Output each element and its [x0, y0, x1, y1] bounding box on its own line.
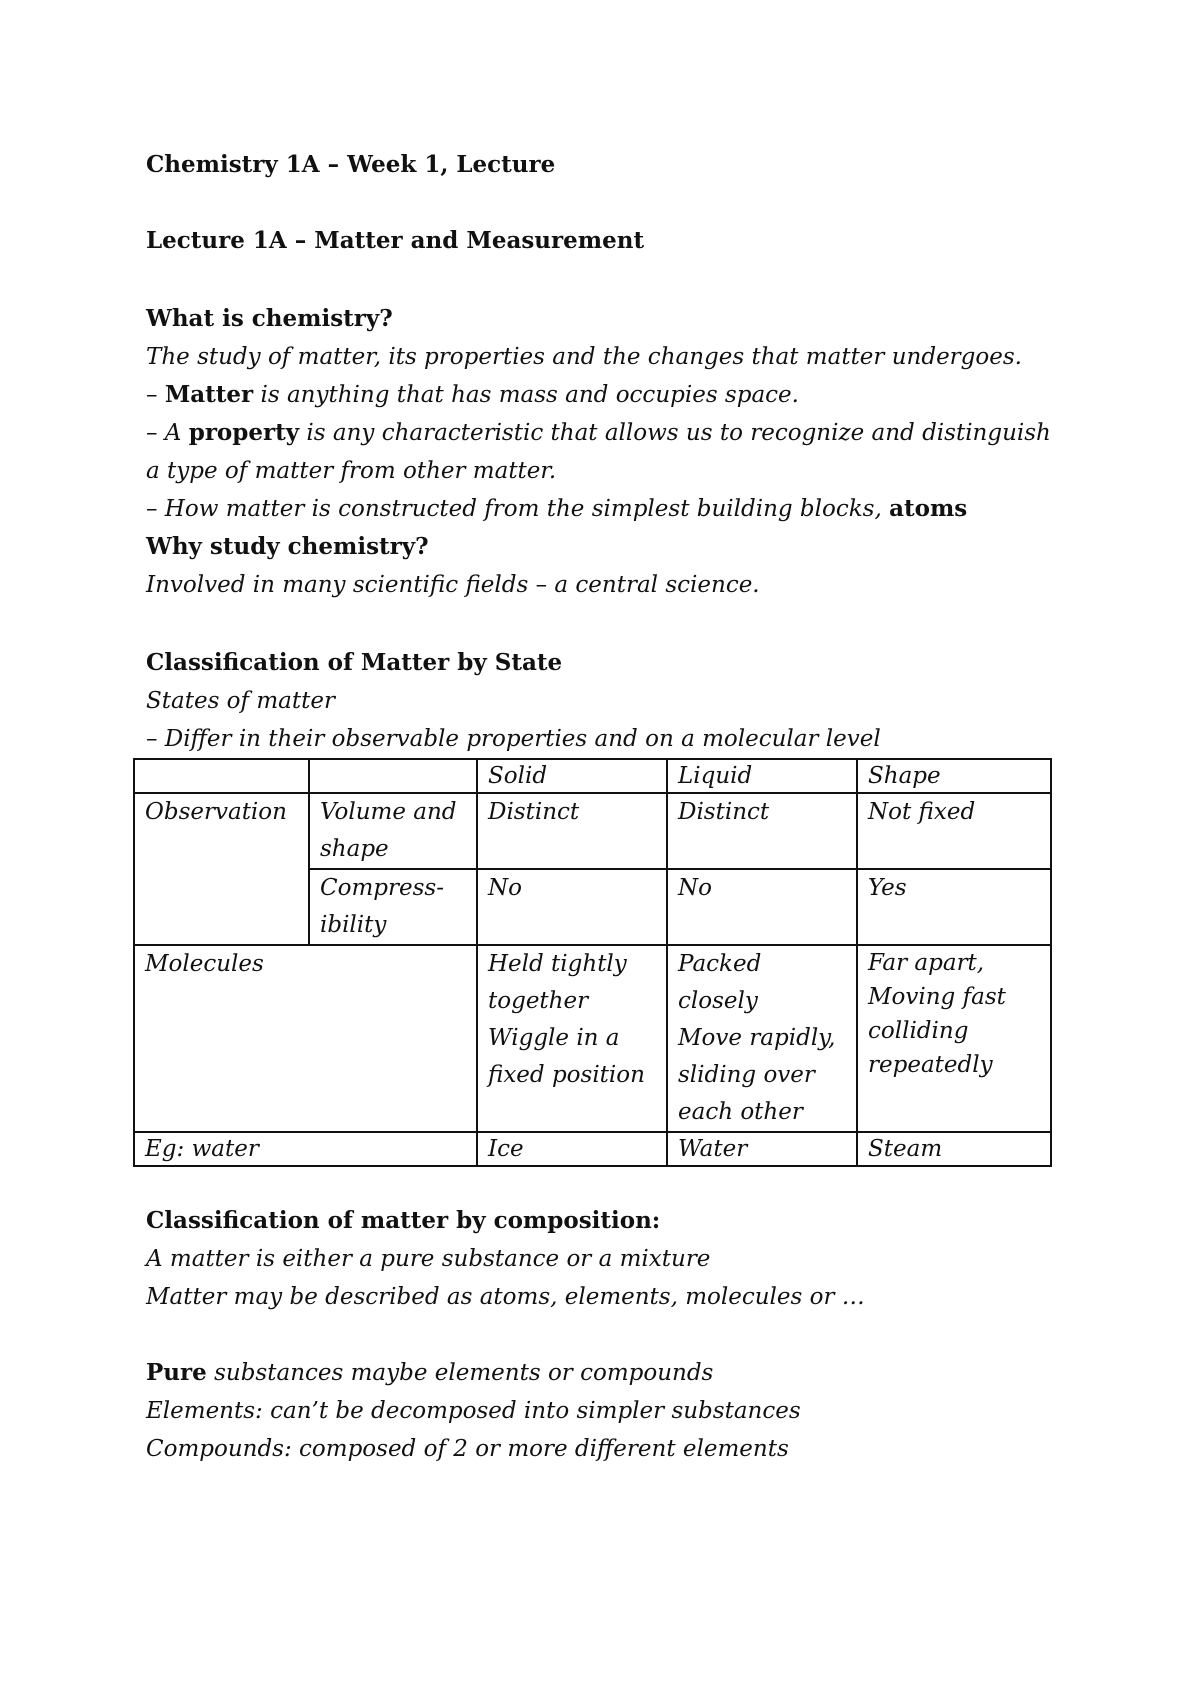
property-term: property: [188, 419, 300, 446]
example-liquid-cell: Water: [667, 1132, 857, 1166]
elements-line: Elements: can’t be decomposed into simpler substances: [146, 1398, 801, 1424]
molecules-solid-line-1: Held tightly: [488, 951, 627, 977]
table-row-example: [134, 1132, 1051, 1166]
molecules-gas-cell: [857, 945, 1051, 1132]
table-row-volume: [134, 793, 1051, 869]
matter-dash: –: [146, 382, 165, 408]
molecules-solid-line-2: together: [488, 988, 589, 1014]
example-label-cell: Eg: water: [134, 1132, 477, 1166]
molecules-liquid-line-3: Move rapidly,: [678, 1025, 836, 1051]
table-header-row: [134, 759, 1051, 793]
state-section-heading: Classification of Matter by State: [146, 649, 563, 676]
composition-heading: Classification of matter by composition:: [146, 1207, 661, 1234]
header-cell-shape: Shape: [857, 759, 1051, 793]
why-study-text: Involved in many scientific fields – a central science.: [146, 572, 760, 598]
composition-line-1: A matter is either a pure substance or a mixture: [146, 1246, 711, 1272]
molecules-liquid-line-4: sliding over: [678, 1062, 815, 1088]
header-cell-liquid: Liquid: [667, 759, 857, 793]
pure-substances-line: [146, 1358, 713, 1388]
molecules-gas-line-1: Far apart,: [868, 950, 985, 976]
property-description: is any characteristic that allows us to recognize and distinguish: [299, 420, 1051, 446]
volume-solid-cell: Distinct: [477, 793, 667, 869]
why-study-heading: Why study chemistry?: [146, 533, 429, 560]
header-cell-empty-2: [309, 759, 477, 793]
matter-description: is anything that has mass and occupies space.: [253, 382, 799, 408]
header-cell-solid: Solid: [477, 759, 667, 793]
table-row-molecules: [134, 945, 1051, 1132]
example-gas-cell: Steam: [857, 1132, 1051, 1166]
pure-description: substances maybe elements or compounds: [206, 1360, 714, 1386]
compress-gas-cell: Yes: [857, 869, 1051, 945]
volume-label-line-1: Volume and: [320, 799, 457, 825]
states-table: [133, 758, 1052, 1167]
property-definition: [146, 418, 1051, 448]
compress-label-line-2: ibility: [320, 912, 387, 938]
atoms-text: – How matter is constructed from the simplest building blocks,: [146, 496, 890, 522]
volume-gas-cell: Not fixed: [857, 793, 1051, 869]
example-solid-cell: Ice: [477, 1132, 667, 1166]
compress-liquid-cell: No: [667, 869, 857, 945]
molecules-gas-line-2: Moving fast: [868, 984, 1006, 1010]
property-definition-cont: a type of matter from other matter.: [146, 458, 557, 484]
states-subheading: States of matter: [146, 688, 335, 714]
chemistry-definition: The study of matter, its properties and the changes that matter undergoes.: [146, 344, 1022, 370]
property-prefix: – A: [146, 420, 189, 446]
molecules-liquid-line-5: each other: [678, 1099, 803, 1125]
molecules-gas-line-3: colliding: [868, 1018, 969, 1044]
volume-liquid-cell: Distinct: [667, 793, 857, 869]
matter-term: Matter: [164, 381, 254, 408]
atoms-line: [146, 494, 967, 524]
states-note: – Differ in their observable properties and on a molecular level: [146, 726, 881, 752]
compress-solid-cell: No: [477, 869, 667, 945]
lecture-heading: Lecture 1A – Matter and Measurement: [146, 227, 645, 254]
compress-label-line-1: Compress-: [320, 875, 444, 901]
compounds-line: Compounds: composed of 2 or more different elements: [146, 1436, 789, 1462]
compress-label-cell: [309, 869, 477, 945]
document-title: Chemistry 1A – Week 1, Lecture: [146, 151, 556, 178]
header-cell-empty-1: [134, 759, 309, 793]
atoms-term: atoms: [889, 495, 968, 522]
observation-label-cell: Observation: [134, 793, 309, 945]
composition-line-2: Matter may be described as atoms, elements, molecules or …: [146, 1284, 865, 1310]
matter-definition: [146, 380, 799, 410]
molecules-liquid-line-1: Packed: [678, 951, 762, 977]
volume-label-line-2: shape: [320, 836, 389, 862]
molecules-solid-line-3: Wiggle in a: [488, 1025, 620, 1051]
molecules-gas-line-4: repeatedly: [868, 1052, 993, 1078]
volume-label-cell: [309, 793, 477, 869]
what-is-chemistry-heading: What is chemistry?: [146, 305, 393, 332]
pure-term: Pure: [146, 1359, 207, 1386]
molecules-label-cell: Molecules: [134, 945, 477, 1132]
molecules-solid-line-4: fixed position: [488, 1062, 645, 1088]
molecules-liquid-cell: [667, 945, 857, 1132]
molecules-liquid-line-2: closely: [678, 988, 758, 1014]
molecules-solid-cell: [477, 945, 667, 1132]
